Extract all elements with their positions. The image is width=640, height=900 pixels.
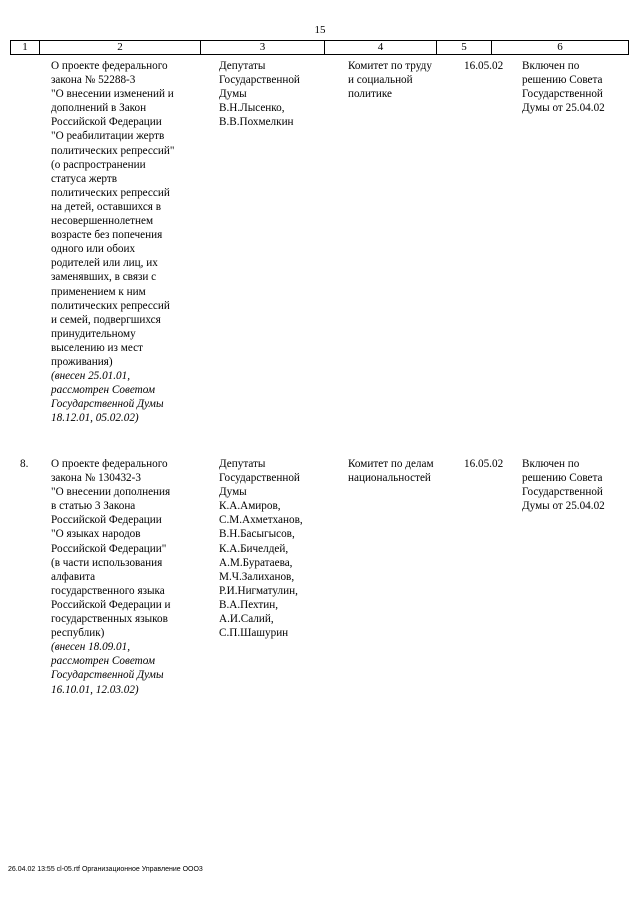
bill-text-line: (в части использования xyxy=(51,556,163,569)
author-line: Государственной xyxy=(219,74,300,87)
bill-text-line: О проекте федерального xyxy=(51,60,168,72)
bill-history-line: рассмотрен Советом xyxy=(51,655,156,668)
bill-text-line: "О реабилитации жертв xyxy=(51,130,165,143)
decision-line: Государственной xyxy=(522,486,603,499)
bill-text-line: Российской Федерации xyxy=(51,116,162,129)
bill-text-line: политических репрессий" xyxy=(51,144,175,157)
author-line: В.Н.Лысенко, xyxy=(219,102,285,115)
committee-line: и социальной xyxy=(348,74,413,87)
council-decision xyxy=(518,457,640,697)
author-line: Депутаты xyxy=(219,458,266,470)
bill-text-line: статуса жертв xyxy=(51,172,118,185)
bill-history-line: 16.10.01, 12.03.02) xyxy=(51,683,139,696)
bill-text-line: Российской Федерации" xyxy=(51,542,167,555)
header-col-4: 4 xyxy=(325,41,437,55)
committee-line: национальностей xyxy=(348,472,431,485)
council-decision xyxy=(518,59,640,425)
page-number: 15 xyxy=(314,24,326,36)
author-line: Депутаты xyxy=(219,60,266,72)
bill-text-line: в статью 3 Закона xyxy=(51,500,136,513)
column-number-header xyxy=(10,40,629,55)
bill-text-line: (о распространении xyxy=(51,158,146,171)
bill-text-line: на детей, оставшихся в xyxy=(51,200,162,213)
bill-text-line: "О внесении дополнения xyxy=(51,486,171,499)
bill-text-line: принудительному xyxy=(51,327,136,340)
bill-history-line: (внесен 18.09.01, xyxy=(51,641,131,654)
table-row xyxy=(10,457,640,697)
bill-authors xyxy=(213,457,342,697)
author-line: В.В.Похмелкин xyxy=(219,116,294,129)
bill-text-line: политических репрессий xyxy=(51,299,170,312)
header-col-1: 1 xyxy=(11,41,40,55)
bill-text-line: алфавита xyxy=(51,570,96,583)
author-line: М.Ч.Залиханов, xyxy=(219,570,295,583)
table-row xyxy=(10,59,640,425)
committee-line: политике xyxy=(348,88,393,101)
responsible-committee xyxy=(342,457,459,697)
bill-authors xyxy=(213,59,342,425)
author-line: А.И.Салий, xyxy=(219,613,274,626)
header-col-3: 3 xyxy=(201,41,325,55)
bill-text-line: республик) xyxy=(51,627,105,640)
bill-history-line: (внесен 25.01.01, xyxy=(51,370,131,383)
header-col-5: 5 xyxy=(437,41,492,55)
bill-text-line: государственного языка xyxy=(51,584,165,597)
bill-text-line: государственных языков xyxy=(51,613,168,626)
document-footer: 26.04.02 13:55 cl-05.rtf Организационное Управление ООО3 xyxy=(8,866,203,873)
bill-history-line: Государственной Думы xyxy=(51,398,164,411)
bill-text-line: дополнений в Закон xyxy=(51,102,147,115)
bill-description xyxy=(48,59,213,425)
author-line: С.П.Шашурин xyxy=(219,627,289,640)
author-line: Р.И.Нигматулин, xyxy=(219,584,298,597)
bill-text-line: политических репрессий xyxy=(51,186,170,199)
author-line: Думы xyxy=(219,486,247,499)
decision-line: решению Совета xyxy=(522,74,603,87)
bill-history-line: Государственной Думы xyxy=(51,669,164,682)
bill-text-line: возрасте без попечения xyxy=(51,229,163,242)
bill-text-line: "О внесении изменений и xyxy=(51,88,174,101)
decision-line: Государственной xyxy=(522,88,603,101)
review-date: 16.05.02 xyxy=(464,458,504,470)
review-date: 16.05.02 xyxy=(464,60,504,72)
decision-line: решению Совета xyxy=(522,472,603,485)
decision-line: Включен по xyxy=(522,60,580,72)
bill-text-line: и семей, подвергшихся xyxy=(51,313,161,326)
bill-text-line: О проекте федерального xyxy=(51,458,168,470)
bill-history-line: рассмотрен Советом xyxy=(51,384,156,397)
author-line: В.Н.Басыгысов, xyxy=(219,528,295,541)
author-line: А.М.Буратаева, xyxy=(219,556,293,569)
committee-line: Комитет по делам xyxy=(348,458,434,470)
committee-line: Комитет по труду xyxy=(348,60,432,72)
header-col-2: 2 xyxy=(40,41,201,55)
author-line: К.А.Амиров, xyxy=(219,500,281,513)
decision-line: Включен по xyxy=(522,458,580,470)
responsible-committee xyxy=(342,59,459,425)
bill-text-line: Российской Федерации и xyxy=(51,598,171,611)
bill-text-line: одного или обоих xyxy=(51,243,136,256)
bill-text-line: Российской Федерации xyxy=(51,514,162,527)
bill-text-line: родителей или лиц, их xyxy=(51,257,158,270)
bill-text-line: заменявших, в связи с xyxy=(51,271,157,284)
bill-text-line: закона № 130432-3 xyxy=(51,472,141,485)
author-line: Государственной xyxy=(219,472,300,485)
row-number: 8. xyxy=(20,458,29,470)
row-number xyxy=(10,59,48,425)
bill-text-line: закона № 52288-3 xyxy=(51,74,136,87)
bill-text-line: "О языках народов xyxy=(51,528,141,541)
author-line: В.А.Пехтин, xyxy=(219,598,279,611)
bill-text-line: несовершеннолетнем xyxy=(51,215,154,228)
bill-description xyxy=(48,457,213,697)
author-line: К.А.Бичелдей, xyxy=(219,542,289,555)
decision-line: Думы от 25.04.02 xyxy=(522,102,605,115)
bill-text-line: проживания) xyxy=(51,355,113,368)
bill-text-line: выселению из мест xyxy=(51,341,143,354)
decision-line: Думы от 25.04.02 xyxy=(522,500,605,513)
author-line: С.М.Ахметханов, xyxy=(219,514,303,527)
author-line: Думы xyxy=(219,88,247,101)
bill-history-line: 18.12.01, 05.02.02) xyxy=(51,412,139,425)
bill-text-line: применением к ним xyxy=(51,285,146,298)
header-col-6: 6 xyxy=(492,41,629,55)
